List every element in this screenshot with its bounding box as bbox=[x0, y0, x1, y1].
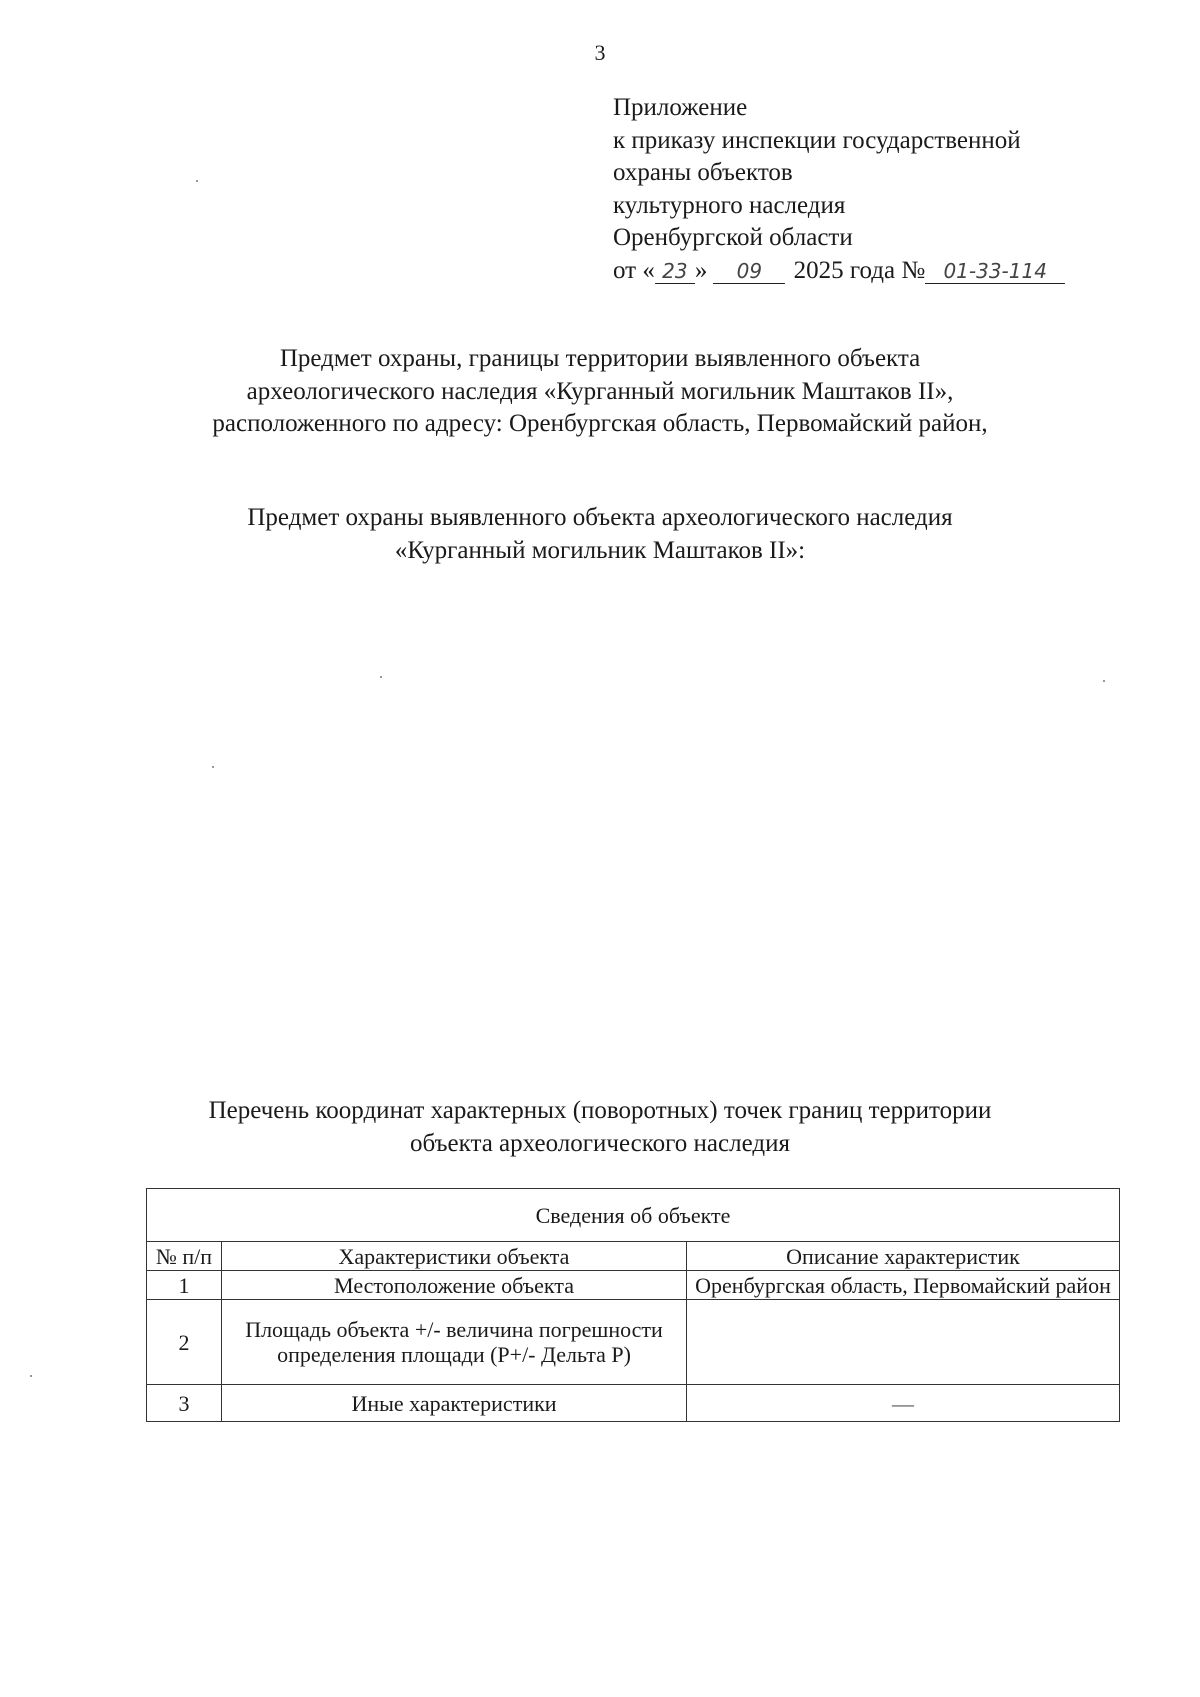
row-description: Оренбургская область, Первомайский район bbox=[687, 1271, 1120, 1300]
date-month-handwritten: 09 bbox=[713, 259, 785, 284]
scan-speck bbox=[196, 180, 198, 182]
main-title bbox=[0, 343, 1200, 441]
table-title-row bbox=[147, 1189, 1120, 1242]
main-title-line: расположенного по адресу: Оренбургская область, Первомайский район, bbox=[212, 410, 988, 438]
coordinates-list-line: Перечень координат характерных (поворотных) точек границ территории bbox=[208, 1097, 992, 1124]
table-row bbox=[147, 1271, 1120, 1300]
page-number: 3 bbox=[594, 40, 606, 65]
date-prefix: от « bbox=[613, 256, 655, 284]
row-number: 3 bbox=[147, 1385, 222, 1422]
appendix-line: охраны объектов bbox=[613, 159, 793, 187]
protection-subject-title bbox=[0, 502, 1200, 567]
row-characteristic: Иные характеристики bbox=[222, 1385, 687, 1422]
main-title-line: Предмет охраны, границы территории выявленного объекта bbox=[279, 345, 921, 372]
appendix-line: Приложение bbox=[613, 94, 748, 121]
row-characteristic: Площадь объекта +/- величина погрешности определения площади (Р+/- Дельта Р) bbox=[222, 1300, 687, 1385]
date-day-handwritten: 23 bbox=[655, 259, 695, 284]
appendix-line: Оренбургской области bbox=[613, 224, 853, 252]
row-number: 2 bbox=[147, 1300, 222, 1385]
column-header-characteristic: Характеристики объекта bbox=[222, 1242, 687, 1271]
column-header-number: № п/п bbox=[147, 1242, 222, 1271]
scan-speck bbox=[30, 1375, 32, 1377]
coordinates-list-line: объекта археологического наследия bbox=[410, 1129, 790, 1157]
main-title-line: археологического наследия «Курганный могильник Маштаков II», bbox=[246, 377, 954, 405]
table-row bbox=[147, 1300, 1120, 1385]
appendix-line: культурного наследия bbox=[613, 191, 846, 219]
appendix-block bbox=[613, 92, 1065, 288]
row-number: 1 bbox=[147, 1271, 222, 1300]
coordinates-list-title bbox=[0, 1095, 1200, 1160]
appendix-line: к приказу инспекции государственной bbox=[613, 126, 1021, 154]
table-title: Сведения об объекте bbox=[147, 1189, 1120, 1242]
table-header-row bbox=[147, 1242, 1120, 1271]
row-description bbox=[687, 1300, 1120, 1385]
row-characteristic: Местоположение объекта bbox=[222, 1271, 687, 1300]
scan-speck bbox=[212, 766, 214, 768]
row-description: — bbox=[687, 1385, 1120, 1422]
protection-subject-line: «Курганный могильник Маштаков II»: bbox=[394, 536, 806, 564]
table-row bbox=[147, 1385, 1120, 1422]
scan-speck bbox=[1103, 680, 1105, 682]
object-info-table bbox=[146, 1188, 1120, 1422]
date-year-text: 2025 года № bbox=[793, 256, 926, 284]
scan-speck bbox=[380, 676, 382, 678]
protection-subject-line: Предмет охраны выявленного объекта археологического наследия bbox=[247, 504, 953, 531]
order-number-handwritten: 01-33-114 bbox=[925, 259, 1065, 284]
date-close: » bbox=[694, 256, 708, 284]
column-header-description: Описание характеристик bbox=[687, 1242, 1120, 1271]
order-date-line bbox=[613, 255, 1065, 288]
